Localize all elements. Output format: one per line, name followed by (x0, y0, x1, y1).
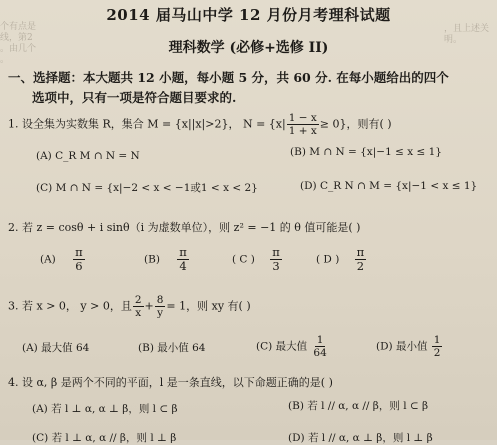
q1-fraction (287, 112, 319, 137)
q3-c-text: (C) 最大值 (256, 340, 308, 353)
q4-option-b: (B) 若 l // α, α // β，则 l ⊂ β (288, 400, 429, 412)
question-3-stem (8, 294, 251, 319)
q3-d-den: 2 (433, 347, 441, 359)
q2-b-frac (177, 246, 189, 273)
q2-d-den: 2 (356, 259, 365, 273)
q2-d-num: π (356, 245, 365, 259)
q4-option-d: (D) 若 l // α, α ⊥ β，则 l ⊥ β (288, 432, 433, 444)
q2-a-num: π (75, 245, 83, 259)
q2-option-a (40, 246, 86, 273)
q3-c-frac (311, 334, 328, 359)
q3-d-text: (D) 最小值 (376, 340, 428, 353)
bleed-text: 。 (0, 55, 10, 65)
q2-b-num: π (179, 245, 187, 259)
q2-c-den: 3 (272, 259, 280, 273)
q3-c-den: 64 (313, 347, 327, 359)
q1-option-b: (B) M ∩ N = {x|−1 ≤ x ≤ 1} (290, 146, 442, 158)
section-heading (8, 68, 488, 108)
bleed-text: 个有点是 (0, 22, 37, 32)
q4-option-a: (A) 若 l ⊥ α, α ⊥ β，则 l ⊂ β (32, 403, 178, 415)
exam-title: 2014 届马山中学 12 月份月考理科试题 (106, 6, 391, 24)
q3-frac-2 (155, 294, 166, 319)
q2-option-d (316, 246, 367, 273)
q1-frac-num: 1 − x (288, 112, 317, 124)
q1-option-c: (C) M ∩ N = {x|−2 < x < −1或1 < x < 2} (36, 182, 258, 194)
q1-option-a: (A) C_R M ∩ N = N (36, 150, 140, 162)
q2-b-label: (B) (144, 253, 160, 266)
section-line-2: 选项中，只有一项是符合题目要求的. (32, 90, 237, 105)
q4-option-c: (C) 若 l ⊥ α, α // β，则 l ⊥ β (32, 432, 177, 444)
q2-option-c (232, 246, 283, 273)
q3-d-frac (432, 334, 443, 359)
q3-c-num: 1 (316, 334, 324, 346)
bleed-text: 明。 (444, 35, 463, 45)
q3-f2-num: 8 (156, 294, 164, 306)
exam-subtitle: 理科数学 (必修+选修 II) (168, 40, 329, 56)
question-2-stem: 2. 若 z = cosθ + i sinθ（i 为虚数单位），则 z² = −1 的 θ 值可能是( ) (8, 221, 361, 234)
q2-a-label: (A) (40, 253, 56, 266)
q3-f1-num: 2 (134, 294, 142, 306)
q1-stem-a: 1. 设全集为实数集 R，集合 M = {x||x|>2}， N = {x| (8, 117, 286, 131)
q2-d-frac (355, 246, 367, 273)
q2-c-num: π (272, 245, 280, 259)
q3-f1-den: x (135, 307, 142, 319)
q3-frac-1 (133, 294, 144, 319)
q3-f2-den: y (157, 307, 164, 319)
q2-c-frac (270, 246, 282, 273)
q2-b-den: 4 (179, 259, 187, 273)
q2-option-b (144, 246, 190, 273)
q3-stem-a: 3. 若 x > 0， y > 0，且 (8, 299, 132, 313)
bleed-text: 线，第2 (0, 33, 33, 43)
q1-frac-den: 1 + x (288, 125, 317, 137)
q2-d-label: ( D ) (316, 253, 340, 266)
q2-a-den: 6 (75, 259, 83, 273)
q3-option-b: (B) 最小值 64 (138, 342, 206, 354)
q3-plus: + (144, 299, 154, 313)
question-1-stem (8, 112, 392, 137)
q2-a-frac (73, 246, 85, 273)
q3-option-c (256, 334, 330, 359)
q3-stem-b: = 1，则 xy 有( ) (166, 299, 251, 313)
question-4-stem: 4. 设 α, β 是两个不同的平面，l 是一条直线，以下命题正确的是( ) (8, 376, 333, 389)
q2-c-label: ( C ) (232, 253, 255, 266)
q3-option-d (376, 334, 443, 359)
q3-d-num: 1 (433, 334, 441, 346)
q1-option-d: (D) C_R N ∩ M = {x|−1 < x ≤ 1} (300, 180, 478, 192)
section-line-1: 一、选择题：本大题共 12 小题，每小题 5 分，共 60 分. 在每小题给出的四个 (8, 70, 449, 85)
bleed-text: 。由几个 (0, 44, 37, 54)
bleed-text: ，且上述关 (444, 24, 490, 34)
q3-option-a: (A) 最大值 64 (22, 342, 90, 354)
q1-stem-b: ≥ 0}，则有( ) (319, 117, 392, 131)
